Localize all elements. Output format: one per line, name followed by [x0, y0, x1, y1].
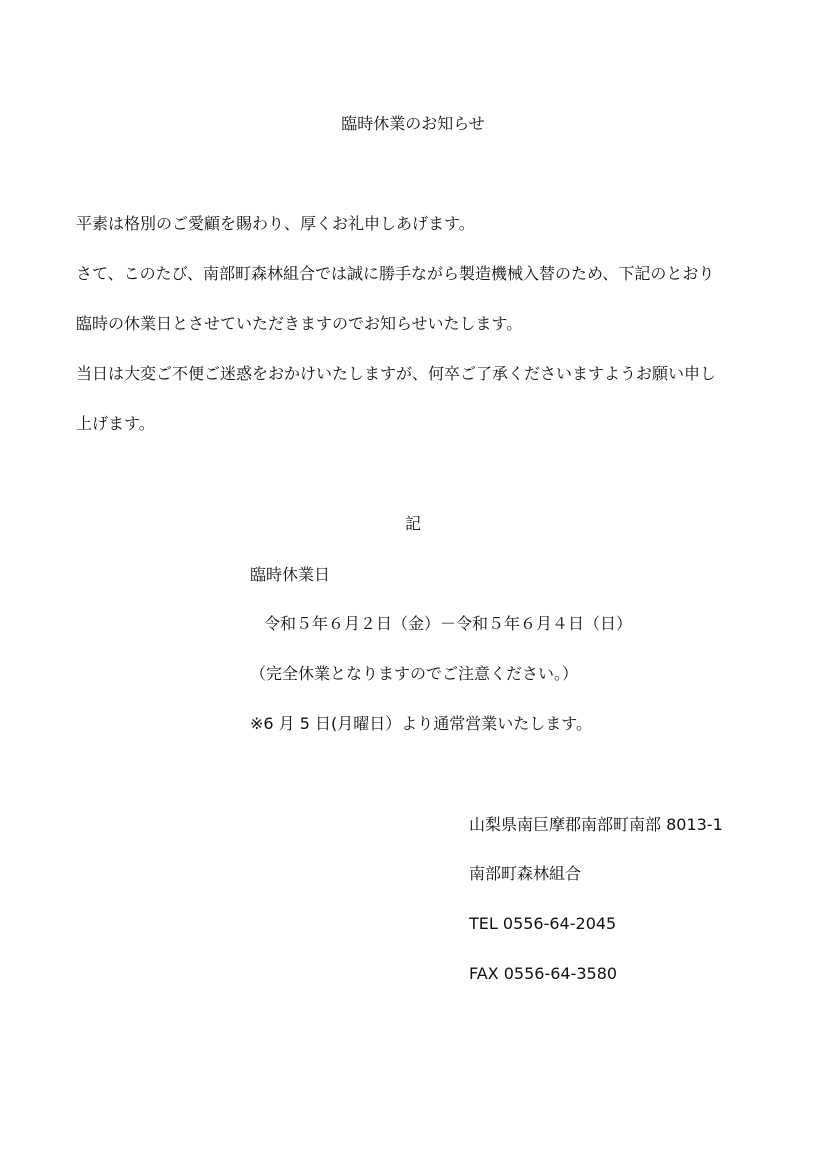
body-paragraph-line: さて、このたび、南部町森林組合では誠に勝手ながら製造機械入替のため、下記のとおり [76, 264, 715, 283]
contact-fax: FAX 0556-64-3580 [469, 964, 618, 983]
closure-note: （完全休業となりますのでご注意ください。） [250, 664, 579, 683]
closure-heading: 臨時休業日 [250, 565, 331, 584]
contact-organization: 南部町森林組合 [469, 864, 582, 883]
greeting-paragraph: 平素は格別のご愛顧を賜わり、厚くお礼申しあげます。 [76, 214, 475, 233]
ki-heading: 記 [404, 514, 421, 533]
page-title: 臨時休業のお知らせ [341, 114, 485, 133]
contact-address: 山梨県南巨摩郡南部町南部 8013-1 [469, 815, 723, 834]
resume-notice: ※6 月 5 日(月曜日）より通常営業いたします。 [250, 714, 592, 733]
body-paragraph-line: 上げます。 [76, 414, 155, 433]
contact-tel: TEL 0556-64-2045 [469, 914, 617, 933]
closure-period: 令和５年６月２日（金）－令和５年６月４日（日） [264, 614, 633, 633]
body-paragraph-line: 当日は大変ご不便ご迷惑をおかけいたしますが、何卒ご了承くださいますようお願い申し [76, 364, 717, 383]
body-paragraph-line: 臨時の休業日とさせていただきますのでお知らせいたします。 [76, 314, 523, 333]
